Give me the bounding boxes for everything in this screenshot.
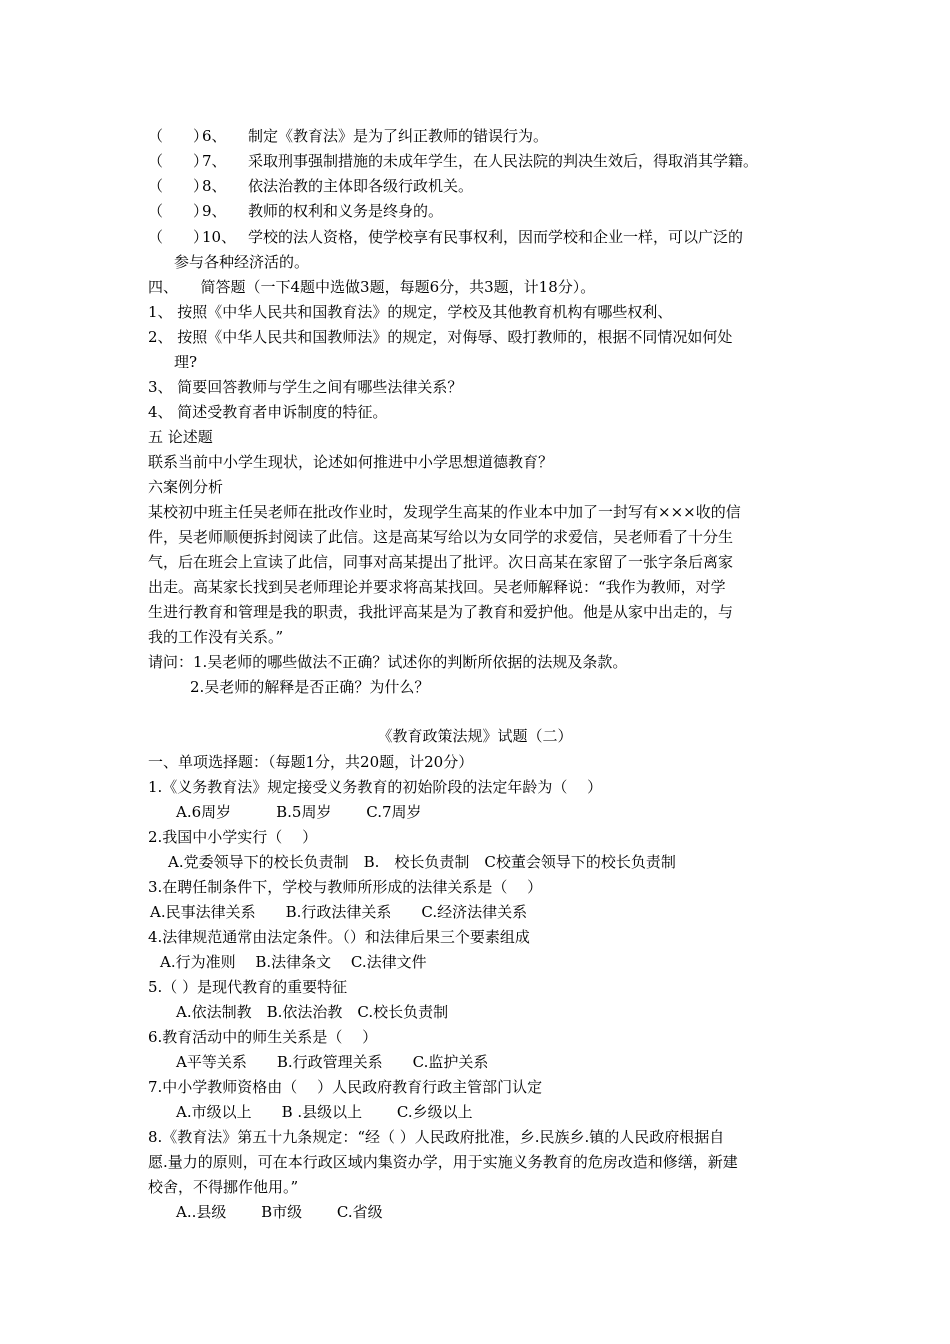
case-question-1: 请问：1.吴老师的哪些做法不正确？试述你的判断所依据的法规及条款。 [148,653,628,671]
mc-options-1: A.6周岁 B.5周岁 C.7周岁 [176,803,422,821]
mc-question-6: 6.教育活动中的师生关系是（ ） [148,1028,378,1046]
mc-options-3: A.民事法律关系 B.行政法律关系 C.经济法律关系 [150,903,528,921]
case-text-line: 气，后在班会上宣读了此信，同事对高某提出了批评。次日高某在家留了一张字条后离家 [148,553,734,571]
mc-options-2: A.党委领导下的校长负责制 B. 校长负责制 C校董会领导下的校长负责制 [168,853,676,871]
case-text-line: 出走。高某家长找到吴老师理论并要求将高某找回。吴老师解释说：“我作为教师，对学 [148,578,726,596]
answer-bracket: （ ） [148,152,209,170]
answer-bracket: （ ） [148,177,209,195]
answer-bracket: （ ） [148,202,209,220]
part-1-heading: 一、单项选择题：（每题1分，共20题，计20分） [148,753,474,771]
tf-item-6 [148,124,848,149]
tf-item-10-continuation: 参与各种经济活的。 [174,253,310,271]
mc-question-2: 2.我国中小学实行（ ） [148,828,318,846]
case-text-line: 我的工作没有关系。” [148,628,284,646]
section-5-heading: 五 论述题 [148,428,213,446]
mc-question-5: 5.（ ）是现代教育的重要特征 [148,978,348,996]
item-text: 采取刑事强制措施的未成年学生，在人民法院的判决生效后，得取消其学籍。 [248,152,759,170]
mc-options-7: A.市级以上 B .县级以上 C.乡级以上 [176,1103,473,1121]
tf-item-10 [148,225,848,250]
item-number: 8、 [202,177,227,195]
section-6-heading: 六案例分析 [148,478,224,496]
mc-options-8: A..县级 B市级 C.省级 [176,1203,383,1221]
section-4-heading: 四、 简答题（一下4题中选做3题，每题6分，共3题，计18分）。 [148,278,596,296]
answer-bracket: （ ） [148,127,209,145]
case-text-line: 件，吴老师顺便拆封阅读了此信。这是高某写给以为女同学的求爱信，吴老师看了十分生 [148,528,734,546]
answer-bracket: （ ） [148,228,209,246]
mc-question-8-continuation: 校舍，不得挪作他用。” [148,1178,299,1196]
item-text: 学校的法人资格，使学校享有民事权利，因而学校和企业一样，可以广泛的 [248,228,744,246]
tf-item-8 [148,174,848,199]
tf-item-9 [148,199,848,224]
exam-2-title: 《教育政策法规》试题（二） [377,727,573,745]
short-answer-2-continuation: 理? [174,353,198,371]
item-number: 10、 [202,228,237,246]
tf-item-7 [148,149,848,174]
item-text: 依法治教的主体即各级行政机关。 [248,177,474,195]
mc-question-4: 4.法律规范通常由法定条件。（）和法律后果三个要素组成 [148,928,530,946]
item-text: 教师的权利和义务是终身的。 [248,202,444,220]
item-number: 7、 [202,152,227,170]
case-text-line: 某校初中班主任吴老师在批改作业时，发现学生高某的作业本中加了一封写有×××收的信 [148,503,741,521]
short-answer-4: 4、 简述受教育者申诉制度的特征。 [148,403,388,421]
short-answer-2: 2、 按照《中华人民共和国教师法》的规定，对侮辱、殴打教师的，根据不同情况如何处 [148,328,733,346]
mc-question-8: 8.《教育法》第五十九条规定：“经（ ）人民政府批准，乡.民族乡.镇的人民政府根据自 [148,1128,725,1146]
mc-question-7: 7.中小学教师资格由（ ）人民政府教育行政主管部门认定 [148,1078,543,1096]
mc-options-5: A.依法制教 B.依法治教 C.校长负责制 [176,1003,449,1021]
essay-question: 联系当前中小学生现状，论述如何推进中小学思想道德教育？ [148,453,554,471]
mc-options-4: A.行为准则 B.法律条文 C.法律文件 [160,953,427,971]
case-question-2: 2.吴老师的解释是否正确？为什么？ [190,678,430,696]
item-number: 9、 [202,202,227,220]
short-answer-3: 3、 简要回答教师与学生之间有哪些法律关系？ [148,378,463,396]
item-text: 制定《教育法》是为了纠正教师的错误行为。 [248,127,549,145]
short-answer-1: 1、 按照《中华人民共和国教育法》的规定，学校及其他教育机构有哪些权利、 [148,303,673,321]
mc-options-6: A平等关系 B.行政管理关系 C.监护关系 [176,1053,489,1071]
mc-question-8-continuation: 愿.量力的原则，可在本行政区域内集资办学，用于实施义务教育的危房改造和修缮，新建 [148,1153,738,1171]
mc-question-3: 3.在聘任制条件下，学校与教师所形成的法律关系是（ ） [148,878,543,896]
item-number: 6、 [202,127,227,145]
case-text-line: 生进行教育和管理是我的职责，我批评高某是为了教育和爱护他。他是从家中出走的，与 [148,603,734,621]
mc-question-1: 1.《义务教育法》规定接受义务教育的初始阶段的法定年龄为（ ） [148,778,603,796]
